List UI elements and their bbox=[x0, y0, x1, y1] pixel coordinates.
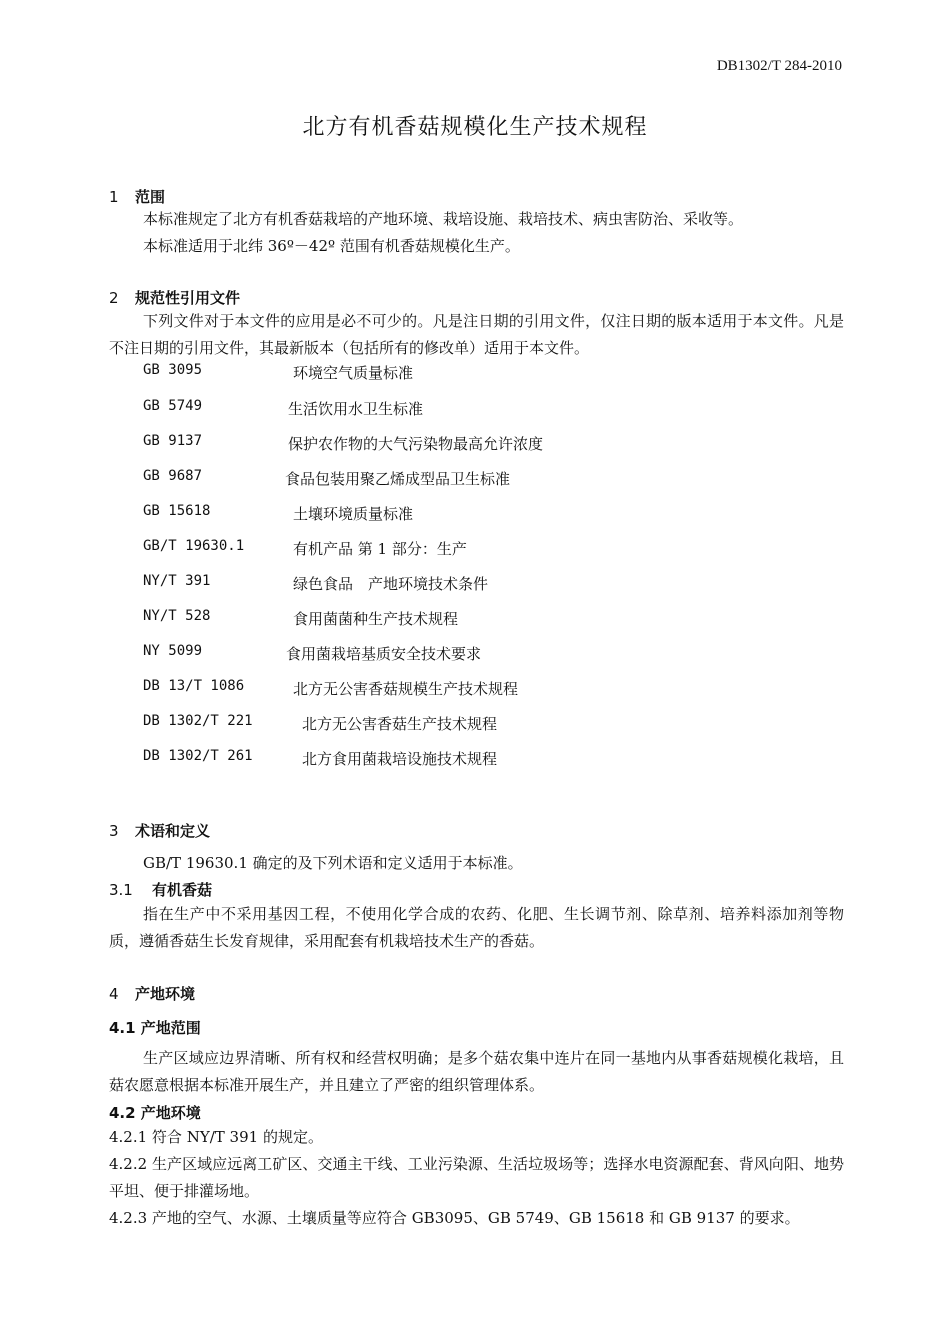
reference-title: 北方无公害香菇生产技术规程 bbox=[302, 715, 498, 733]
reference-title: 食品包装用聚乙烯成型品卫生标准 bbox=[285, 470, 511, 488]
section-3-1-paragraph: 指在生产中不采用基因工程，不使用化学合成的农药、化肥、生长调节剂、除草剂、培养料添加剂等物质，遵循香菇生长发育规律，采用配套有机栽培技术生产的香菇。 bbox=[109, 905, 844, 950]
reference-code: DB 13/T 1086 bbox=[143, 678, 245, 694]
section-2-heading bbox=[109, 287, 240, 308]
reference-title: 食用菌栽培基质安全技术要求 bbox=[286, 645, 482, 663]
section-4-heading bbox=[109, 983, 195, 1004]
reference-title: 生活饮用水卫生标准 bbox=[288, 400, 424, 418]
reference-code: GB 5749 bbox=[143, 398, 203, 414]
clause-4-2-3: 4.2.3 产地的空气、水源、土壤质量等应符合 GB3095、GB 5749、GB 15618 和 GB 9137 的要求。 bbox=[109, 1209, 800, 1227]
section-title: 范围 bbox=[135, 188, 166, 206]
reference-code: NY 5099 bbox=[143, 643, 203, 659]
section-4-2-heading: 4.2 产地环境 bbox=[109, 1104, 201, 1122]
section-title: 有机香菇 bbox=[152, 881, 213, 899]
reference-code: GB 15618 bbox=[143, 503, 211, 519]
reference-title: 保护农作物的大气污染物最高允许浓度 bbox=[288, 435, 544, 453]
reference-title: 土壤环境质量标准 bbox=[293, 505, 414, 523]
section-title: 规范性引用文件 bbox=[135, 289, 241, 307]
section-4-1-paragraph: 生产区域应边界清晰、所有权和经营权明确；是多个菇农集中连片在同一基地内从事香菇规模化栽培，且菇农愿意根据本标准开展生产，并且建立了严密的组织管理体系。 bbox=[109, 1049, 844, 1094]
document-code: DB1302/T 284-2010 bbox=[716, 58, 842, 74]
reference-title: 绿色食品 产地环境技术条件 bbox=[293, 575, 489, 593]
reference-code: GB 9687 bbox=[143, 468, 203, 484]
section-1-paragraph-1: 本标准规定了北方有机香菇栽培的产地环境、栽培设施、栽培技术、病虫害防治、采收等。 bbox=[143, 210, 744, 228]
section-number: 3.1 bbox=[109, 881, 133, 899]
section-4-1-heading: 4.1 产地范围 bbox=[109, 1019, 201, 1037]
document-title: 北方有机香菇规模化生产技术规程 bbox=[302, 115, 648, 140]
section-1-paragraph-2: 本标准适用于北纬 36º－42º 范围有机香菇规模化生产。 bbox=[143, 237, 520, 255]
section-title: 术语和定义 bbox=[135, 822, 211, 840]
reference-code: GB 3095 bbox=[143, 362, 203, 378]
reference-code: GB/T 19630.1 bbox=[143, 538, 245, 554]
section-3-paragraph-1: GB/T 19630.1 确定的及下列术语和定义适用于本标准。 bbox=[143, 854, 523, 872]
reference-title: 环境空气质量标准 bbox=[293, 364, 414, 382]
section-1-heading bbox=[109, 186, 165, 207]
reference-title: 食用菌菌种生产技术规程 bbox=[293, 610, 459, 628]
section-2-paragraph-1: 下列文件对于本文件的应用是必不可少的。凡是注日期的引用文件，仅注日期的版本适用于本文件。凡是不注日期的引用文件，其最新版本（包括所有的修改单）适用于本文件。 bbox=[109, 312, 844, 357]
section-number: 2 bbox=[109, 289, 119, 307]
reference-code: NY/T 391 bbox=[143, 573, 211, 589]
reference-title: 北方无公害香菇规模生产技术规程 bbox=[293, 680, 519, 698]
reference-title: 有机产品 第 1 部分：生产 bbox=[293, 540, 467, 558]
reference-code: GB 9137 bbox=[143, 433, 203, 449]
section-title: 产地环境 bbox=[135, 985, 196, 1003]
clause-4-2-2: 4.2.2 生产区域应远离工矿区、交通主干线、工业污染源、生活垃圾场等；选择水电资源配套、背风向阳、地势平坦、便于排灌场地。 bbox=[109, 1155, 844, 1200]
reference-code: DB 1302/T 261 bbox=[143, 748, 253, 764]
section-number: 4 bbox=[109, 985, 119, 1003]
section-3-heading bbox=[109, 820, 210, 841]
reference-code: DB 1302/T 221 bbox=[143, 713, 253, 729]
section-number: 1 bbox=[109, 188, 119, 206]
reference-title: 北方食用菌栽培设施技术规程 bbox=[302, 750, 498, 768]
section-number: 3 bbox=[109, 822, 119, 840]
section-3-1-heading bbox=[109, 879, 212, 900]
clause-4-2-1: 4.2.1 符合 NY/T 391 的规定。 bbox=[109, 1128, 323, 1146]
reference-code: NY/T 528 bbox=[143, 608, 211, 624]
